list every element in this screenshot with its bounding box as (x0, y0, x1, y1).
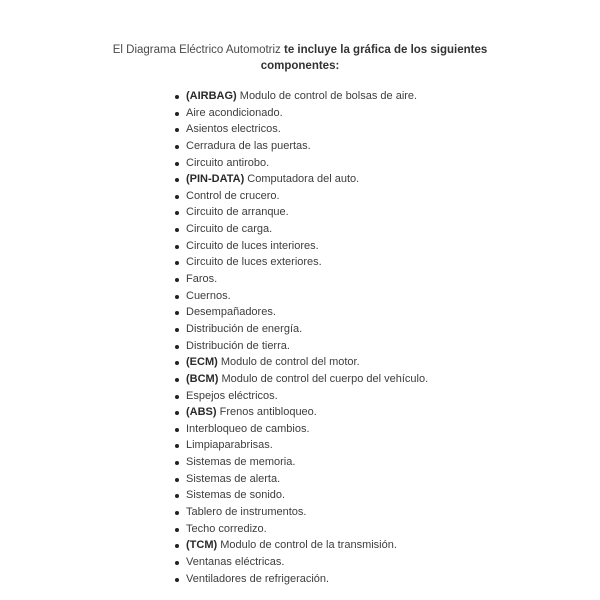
bullet-icon (175, 378, 179, 382)
component-text: Sistemas de sonido. (186, 489, 286, 502)
component-text: Ventiladores de refrigeración. (186, 572, 330, 585)
list-item (174, 304, 428, 321)
bullet-icon (175, 411, 179, 415)
bullet-icon (175, 578, 179, 582)
intro-plain-text: El Diagrama Eléctrico Automotriz (112, 44, 285, 56)
component-text: Frenos antibloqueo. (216, 406, 317, 419)
list-item (174, 105, 428, 122)
list-item (174, 371, 428, 388)
component-text: Interbloqueo de cambios. (186, 422, 310, 435)
component-text: Aire acondicionado. (186, 106, 283, 119)
bullet-icon (175, 295, 179, 299)
list-item (174, 171, 428, 188)
bullet-icon (175, 561, 179, 565)
component-text: Circuito de luces exteriores. (186, 256, 322, 269)
component-text: Techo corredizo. (186, 522, 267, 535)
bullet-icon (175, 178, 179, 182)
list-item (174, 288, 428, 305)
bullet-icon (175, 395, 179, 399)
bullet-icon (175, 328, 179, 332)
list-item (174, 204, 428, 221)
component-code: (BCM) (186, 372, 219, 385)
component-text: Limpiaparabrisas. (186, 439, 273, 452)
component-text: Circuito de luces interiores. (186, 239, 319, 252)
component-text: Control de crucero. (186, 189, 280, 202)
list-item (174, 321, 428, 338)
bullet-icon (175, 112, 179, 116)
bullet-icon (175, 162, 179, 166)
bullet-icon (175, 444, 179, 448)
bullet-icon (175, 245, 179, 249)
list-item (174, 221, 428, 238)
list-item (174, 404, 428, 421)
bullet-icon (175, 361, 179, 365)
component-text: Asientos electricos. (186, 123, 281, 136)
component-text: Tablero de instrumentos. (186, 506, 307, 519)
bullet-icon (175, 195, 179, 199)
component-text: Circuito antirobo. (186, 156, 270, 169)
component-text: Modulo de control de la transmisión. (217, 539, 397, 552)
component-text: Modulo de control de bolsas de aire. (236, 90, 418, 102)
list-item (174, 238, 428, 255)
intro-bold-text-line2: componentes: (260, 60, 340, 72)
bullet-icon (175, 345, 179, 349)
bullet-icon (175, 145, 179, 149)
list-item (174, 88, 428, 105)
bullet-icon (175, 95, 179, 99)
list-item (174, 388, 428, 405)
component-text: Circuito de arranque. (186, 206, 289, 219)
list-item (174, 454, 428, 471)
list-item (174, 155, 428, 172)
component-code: (AIRBAG) (186, 90, 237, 102)
component-text: Circuito de carga. (186, 223, 273, 236)
bullet-icon (175, 478, 179, 482)
component-text: Espejos eléctricos. (186, 389, 278, 402)
list-item (174, 571, 428, 588)
component-text: Ventanas eléctricas. (186, 555, 285, 568)
bullet-icon (175, 278, 179, 282)
component-code: (ABS) (186, 406, 217, 419)
list-item (174, 271, 428, 288)
bullet-icon (175, 511, 179, 515)
list-item (174, 254, 428, 271)
list-item (174, 121, 428, 138)
component-text: Distribución de energía. (186, 322, 303, 335)
list-item (174, 354, 428, 371)
bullet-icon (175, 544, 179, 548)
component-text: Sistemas de alerta. (186, 472, 281, 485)
component-text: Faros. (186, 273, 218, 286)
component-list (174, 88, 428, 587)
bullet-icon (175, 211, 179, 215)
list-item (174, 338, 428, 355)
bullet-icon (175, 528, 179, 532)
list-item (174, 138, 428, 155)
list-item (174, 471, 428, 488)
bullet-icon (175, 461, 179, 465)
component-code: (TCM) (186, 539, 218, 552)
bullet-icon (175, 494, 179, 498)
component-text: Computadora del auto. (244, 173, 360, 186)
list-item (174, 504, 428, 521)
list-item (174, 521, 428, 538)
intro-bold-text: te incluye la gráfica de los siguientes (284, 44, 488, 56)
intro-paragraph (0, 42, 600, 74)
bullet-icon (175, 128, 179, 132)
list-item (174, 554, 428, 571)
component-code: (PIN-DATA) (186, 173, 245, 186)
bullet-icon (175, 311, 179, 315)
list-item (174, 437, 428, 454)
component-code: (ECM) (186, 356, 218, 369)
component-text: Modulo de control del motor. (217, 356, 360, 369)
list-item (174, 487, 428, 504)
bullet-icon (175, 228, 179, 232)
component-text: Cuernos. (186, 289, 231, 302)
list-item (174, 188, 428, 205)
list-item (174, 537, 428, 554)
component-text: Desempañadores. (186, 306, 276, 319)
component-text: Cerradura de las puertas. (186, 139, 311, 152)
component-text: Modulo de control del cuerpo del vehículo. (218, 372, 429, 385)
bullet-icon (175, 261, 179, 265)
component-text: Distribución de tierra. (186, 339, 290, 352)
list-item (174, 421, 428, 438)
component-text: Sistemas de memoria. (186, 456, 296, 469)
bullet-icon (175, 428, 179, 432)
